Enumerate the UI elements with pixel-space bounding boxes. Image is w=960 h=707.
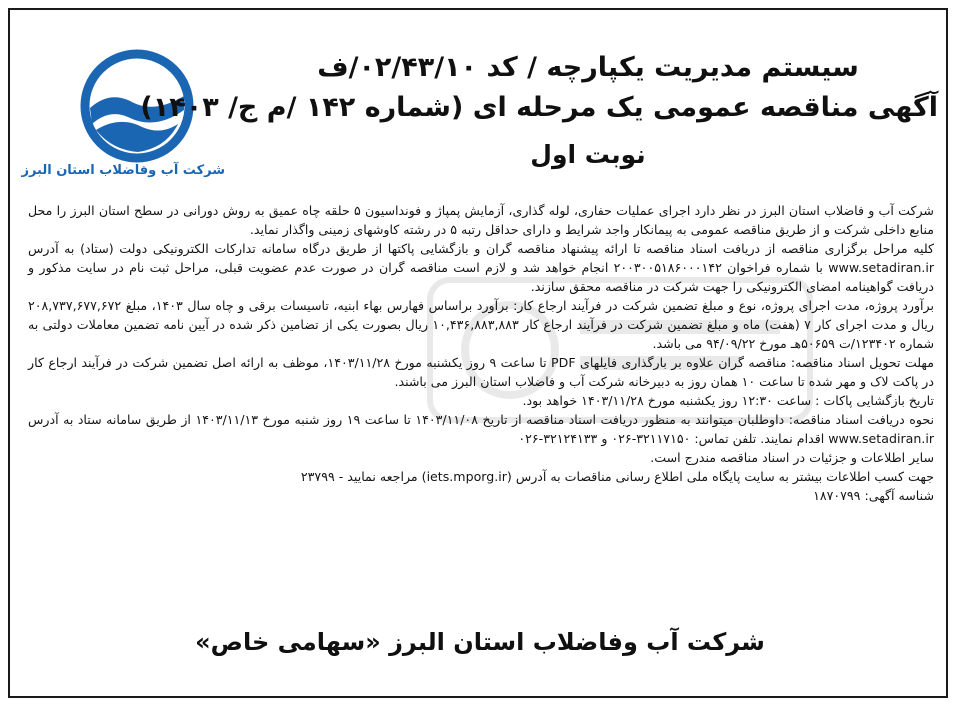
company-logo: [62, 46, 212, 206]
body-paragraph-deadline: مهلت تحویل اسناد مناقصه: مناقصه گران علاوه بر بارگذاری فایلهای PDF تا ساعت ۹ روز یکشنبه مورخ ۱۴۰۳/۱۱/۲۸، موظف به ارائه اصل تضمین شرکت در فرآیند ارجاع کار در پاکت لاک و مهر شده تا ساعت ۱۰ همان روز به دبیرخانه شرکت آب و فاضلاب استان البرز می باشند.: [28, 355, 934, 389]
body-paragraph-documents: نحوه دریافت اسناد مناقصه: داوطلبان میتوانند به منظور دریافت اسناد مناقصه از تاریخ ۱۴۰۳/۱۱/۰۸ تا ساعت ۱۹ روز شنبه مورخ ۱۴۰۳/۱۱/۱۳ از طریق سامانه ستاد به آدرس www.setadiran.ir اقدام نمایند. تلفن تماس: ۳۲۱۱۷۱۵۰-۰۲۶ و ۳۲۱۲۴۱۳۳-۰۲۶: [28, 412, 934, 446]
round-heading: نوبت اول: [530, 140, 646, 169]
logo-caption: شرکت آب وفاضلاب استان البرز: [21, 163, 225, 178]
body-paragraph-opening: تاریخ بازگشایی پاکات : ساعت ۱۲:۳۰ روز یکشنبه مورخ ۱۴۰۳/۱۱/۲۸ خواهد بود.: [522, 393, 934, 408]
body-paragraph-procedure: کلیه مراحل برگزاری مناقصه از دریافت اسناد مناقصه تا ارائه پیشنهاد مناقصه گران و بازگشایی پاکتها از طریق درگاه سامانه تدارکات الکترونیکی دولت (ستاد) به آدرس www.setadiran.ir با شماره فراخوان ۲۰۰۳۰۰۵۱۸۶۰۰۰۱۴۲ انجام خواهد شد و لازم است مناقصه گران در صورت عدم عضویت قبلی، مراحل ثبت نام در سایت مذکور و دریافت گواهینامه امضای الکترونیکی را جهت شرکت در مناقصه محقق سازند.: [28, 241, 935, 294]
body-paragraph-estimate: برآورد پروژه، مدت اجرای پروژه، نوع و مبلغ تضمین شرکت در فرآیند ارجاع کار: برآورد براساس فهارس بهاء ابنیه، تاسیسات برقی و چاه سال ۱۴۰۳، مبلغ ۲۰۸,۷۳۷,۶۷۷,۶۷۲ ریال و مدت اجرای کار ۷ (هفت) ماه و مبلغ تضمین شرکت در فرآیند ارجاع کار ۱۰,۴۳۶,۸۸۳,۸۸۳ ریال بصورت یکی از تضامین ذکر شده در آیین نامه تضمین معاملات دولتی به شماره ۱۲۳۴۰۲/ت ۵۰۶۵۹هـ مورخ ۹۴/۰۹/۲۲ می باشد.: [28, 298, 934, 351]
footer-company: شرکت آب وفاضلاب استان البرز «سهامی خاص»: [195, 628, 765, 656]
tender-title-heading: آگهی مناقصه عمومی یک مرحله ای (شماره ۱۴۲ /م ج/ ۱۴۰۳): [140, 92, 938, 123]
body-paragraph-more-info: جهت کسب اطلاعات بیشتر به سایت پایگاه ملی اطلاع رسانی مناقصات به آدرس (iets.mporg.ir) مراجعه نمایید - ۲۳۷۹۹: [300, 469, 934, 484]
body-paragraph-scope: شرکت آب و فاضلاب استان البرز در نظر دارد اجرای عملیات حفاری، لوله گذاری، آزمایش پمپاژ و فونداسیون ۵ حلقه چاه عمیق به روش دورانی در سطح استان البرز را محل منابع داخلی شرکت و از طریق مناقصه عمومی به پیمانکار واجد شرایط و دارای حداقل رتبه ۵ در رشته کاوشهای زمینی واگذار نماید.: [28, 203, 934, 237]
system-code-heading: سیستم مدیریت یکپارچه / کد ۰۲/۴۳/۱۰/ف: [317, 52, 859, 83]
body-paragraph-notice-id: شناسه آگهی: ۱۸۷۰۷۹۹: [813, 488, 934, 503]
notice-body: [28, 201, 934, 505]
body-paragraph-details: سایر اطلاعات و جزئیات در اسناد مناقصه مندرج است.: [650, 450, 934, 465]
